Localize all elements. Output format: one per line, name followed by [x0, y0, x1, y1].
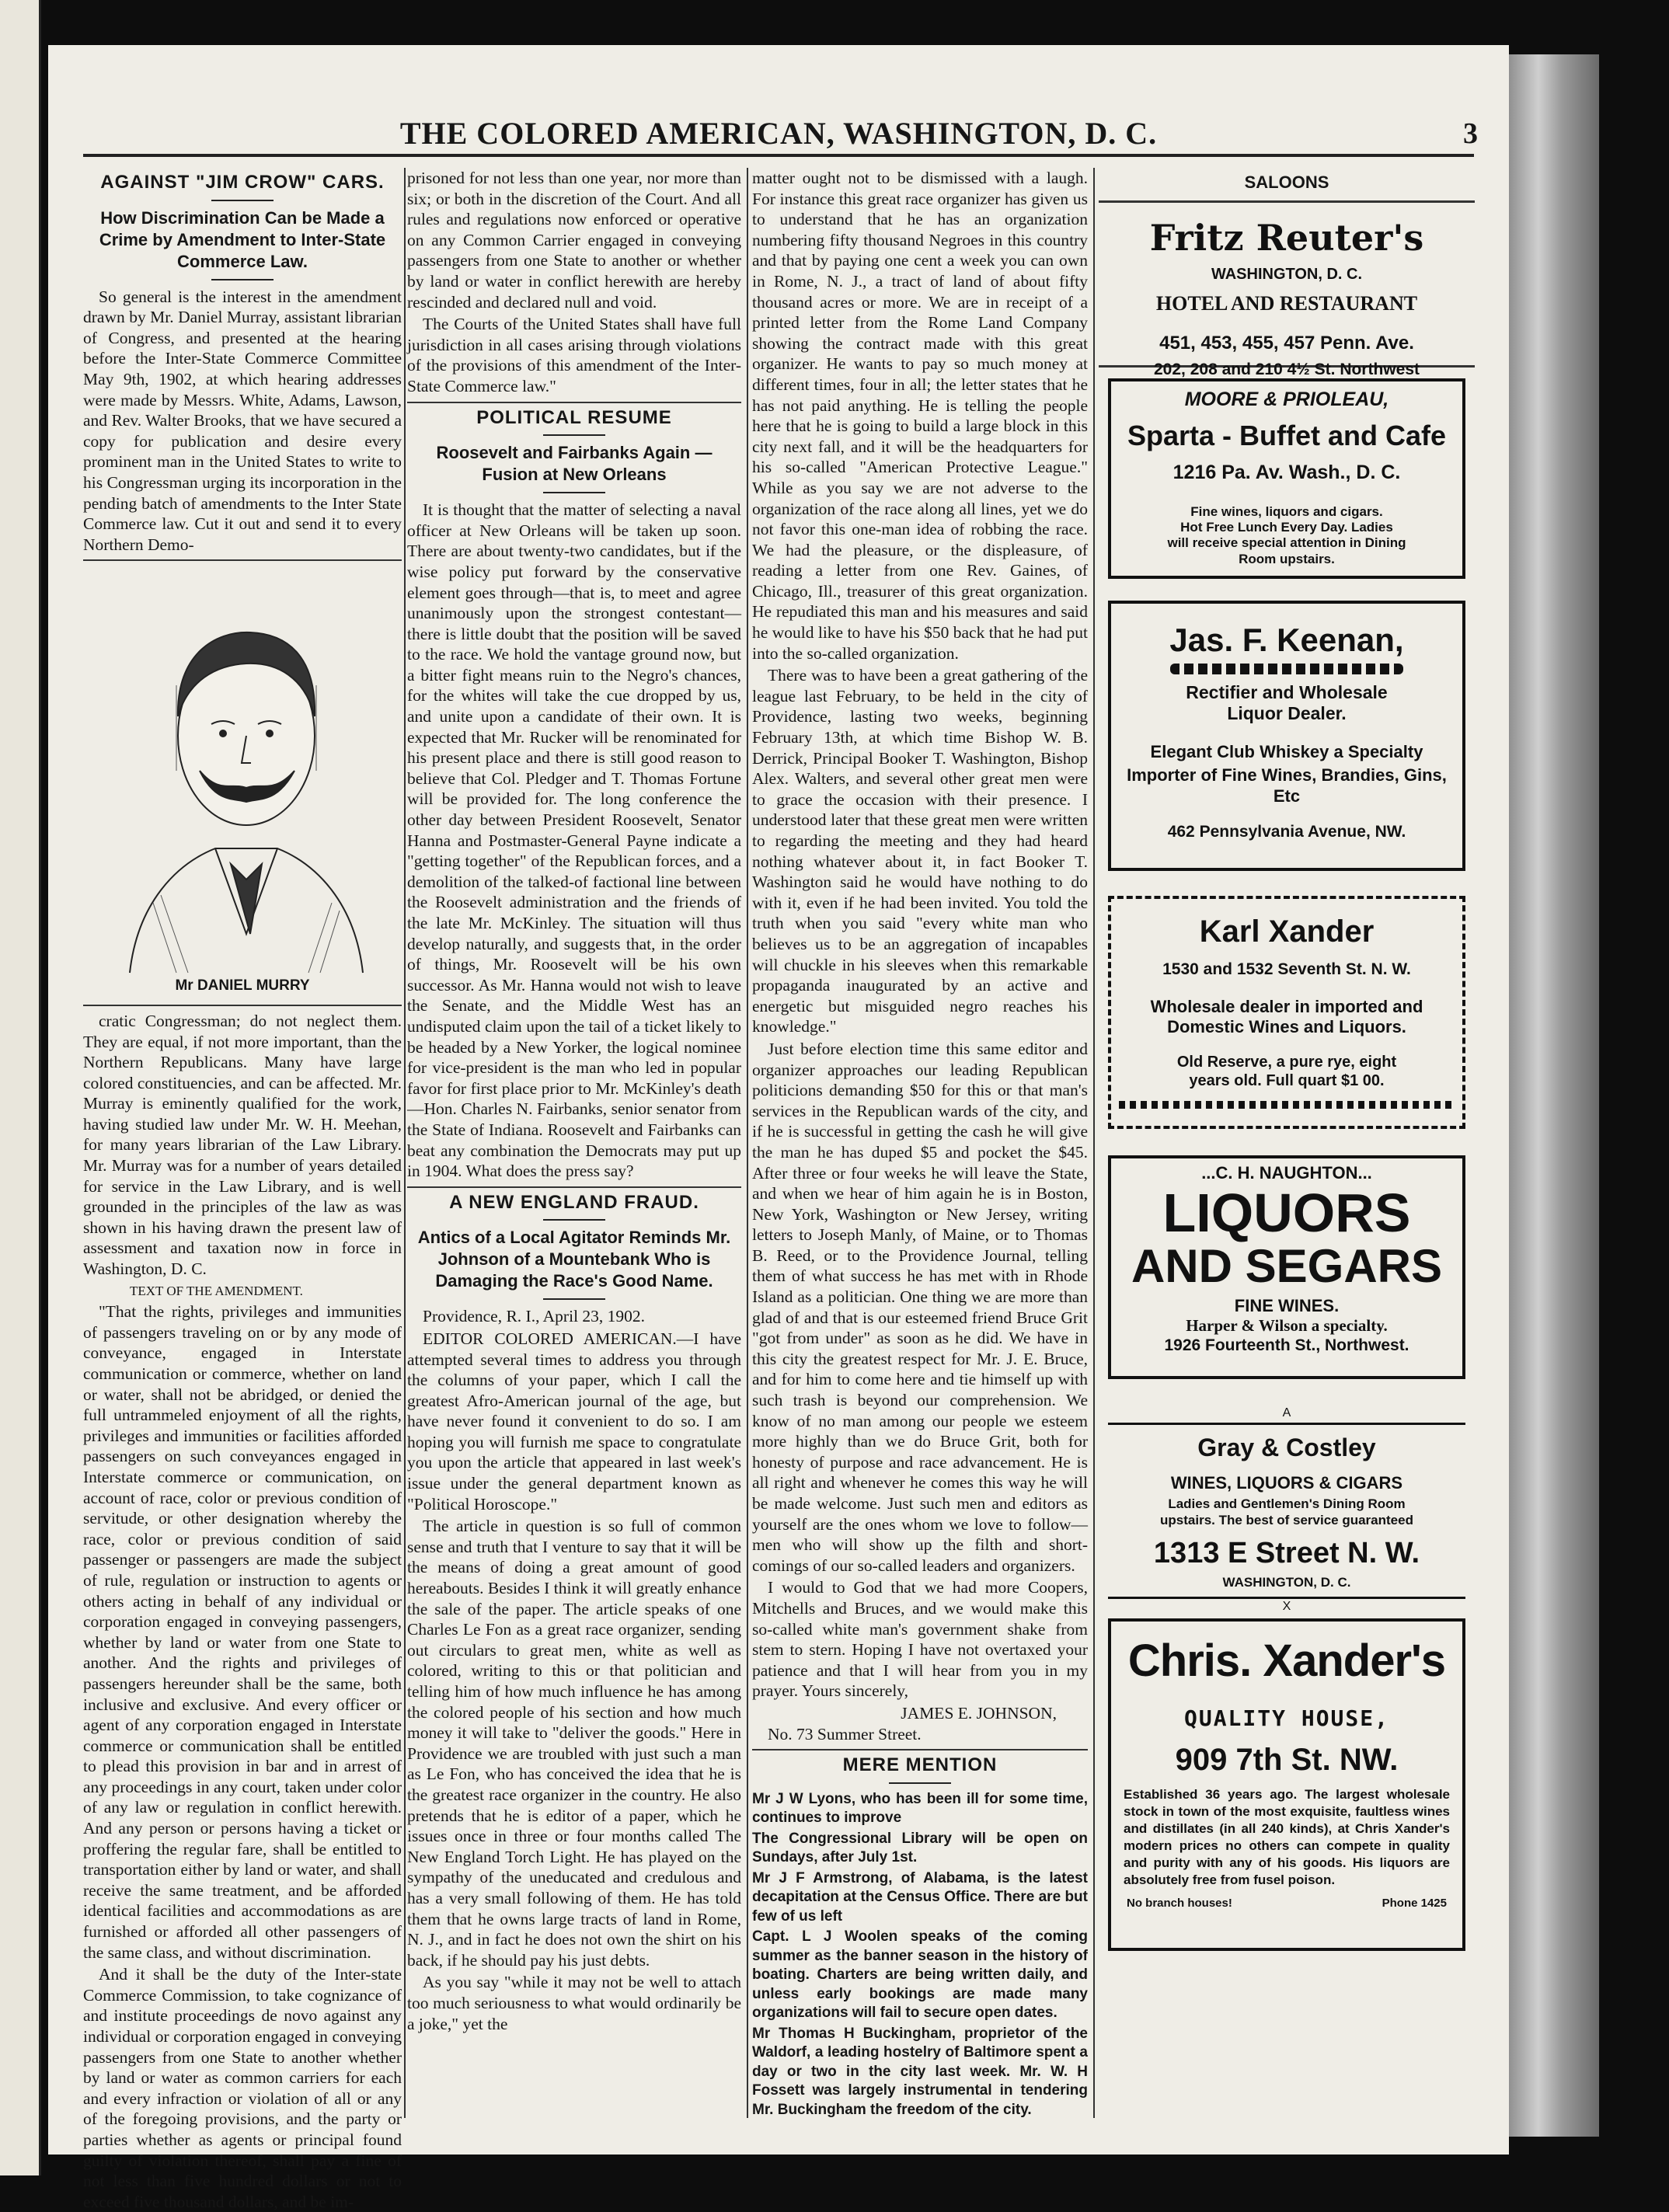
- ad-text: MOORE & PRIOLEAU,: [1184, 388, 1389, 411]
- ad-ch-naughton: [1108, 1155, 1465, 1379]
- ad-text: Elegant Club Whiskey a Specialty: [1150, 741, 1423, 761]
- ad-title: Gray & Costley: [1197, 1433, 1376, 1461]
- list-item: Mr Thomas H Buckingham, proprietor of the Waldorf, a leading hostelry of Baltimore spent a day or two in the city last week. Mr. W. H Fossett was largely instrumental in tendering Mr. Buckingham the freedom of the city.: [752, 2025, 1088, 2118]
- section-label: TEXT OF THE AMENDMENT.: [130, 1283, 303, 1298]
- ad-gray-costley: [1099, 1406, 1475, 1614]
- ad-address: 1313 E Street N. W.: [1153, 1537, 1420, 1570]
- article-paragraph: There was to have been a great gathering of the league last February, to be held in the city of Providence, lasting two weeks, beginning February 13th, at which time Bishop W. B. Derrick, Principal Booker T. Washington, Bishop Alex. Walters, and several other great men were to grace the occasion with their presence. I understood later that these great men were written to regarding the meeting and they had heard nothing whatever about it, in fact Booker T. Washington said he would have nothing to do with it, even if he had been invited. You told the truth when you said "every white man who believes us to be an aggregation of incapables will chuckle in his sleeves when this remarkable propaganda inaugurated by an active and energetic but misguided negro reaches his knowledge.": [752, 666, 1088, 1036]
- ad-fritz-reuter: [1099, 211, 1475, 378]
- ad-text: Liquor Dealer.: [1227, 703, 1347, 724]
- article-paragraph: I would to God that we had more Coopers, Mitchells and Bruces, and we would make this so-called white man's government shake from stem to stern. Hoping I have not overtaxed your patience and that I will hear from you in my prayer. Yours sincerely,: [752, 1578, 1088, 1701]
- column-2: [407, 168, 741, 2126]
- ad-title: Jas. F. Keenan,: [1169, 622, 1404, 659]
- ad-address: 462 Pennsylvania Avenue, NW.: [1167, 823, 1406, 841]
- list-item: The Congressional Library will be open on Sundays, after July 1st.: [752, 1830, 1088, 1866]
- ad-moore-prioleau: [1108, 378, 1465, 579]
- ad-text: upstairs. The best of service guaranteed: [1160, 1512, 1413, 1527]
- divider: [211, 279, 274, 280]
- article-heading: POLITICAL RESUME: [476, 406, 672, 428]
- article-paragraph: And it shall be the duty of the Inter-state Commerce Commission, to take cognizance of and institute proceedings de novo against any individual or corporation engaged in conveying passengers from one State to another whether by land or water as common carriers for each and every infraction or violation of all or any of the foregoing provisions, and the party or parties whether as agents or principal found guilty of violation thereof, shall pay a fine of not less than five hundred dollars or not to exceed five thousand dollars, and be im-: [83, 1965, 402, 2211]
- ad-text: Hot Free Lunch Every Day. Ladies: [1180, 519, 1393, 535]
- ad-text: Fine wines, liquors and cigars.: [1190, 503, 1383, 519]
- divider: [889, 1782, 951, 1784]
- ad-text: Importer of Fine Wines, Brandies, Gins, Etc: [1127, 765, 1447, 806]
- page-number: 3: [1463, 117, 1478, 150]
- ad-text: HOTEL AND RESTAURANT: [1155, 291, 1418, 315]
- article-heading: AGAINST "JIM CROW" CARS.: [100, 172, 385, 193]
- article-paragraph: cratic Congressman; do not neglect them. They are equal, if not more important, than the Northern Republicans. Many have large colored constituencies, and can be affected. Mr. Murray is eminently qualified for the work, having studied law under Mr. W. H. Meehan, for many years librarian of the Law Library. Mr. Murray was for a number of years detailed for service in the Law Library, and is well grounded in the principles of the law as was shown in his having drawn the present law of assessment and taxation now in force in Washington, D. C.: [83, 1011, 402, 1279]
- article-paragraph: "That the rights, privileges and immunities of passengers traveling on or by any mode of conveyance, engaged in Interstate communication or commerce, whether on land or water, shall not be abridged, or denied the full untrammeled enjoyment of all the rights, privileges and immunities or facilities afforded passengers on such conveyances engaged in Interstate commerce or communication, on account of race, color or previous condition of servitude, or other designation whereby the race, color or previous condition of said passenger or passengers are made the subject of rule, regulation or instruction to agents or others acting in behalf of any individual or corporation engaged in conveying passengers, whether by land or water from one State to another. And the rights and privileges of passengers hereunder shall be the same, both inclusive and exclusive. And every officer or agent of any corporation engaged in Interstate commerce or communication shall be entitled to plead this provision in bar and in arrest of any proceedings in any court, taken under color of any law or regulation in conflict herewith. And any person or persons having a ticket or proffering the regular fare, shall be entitled to transportation either by land or water, and shall receive the same treatment, and be afforded identical facilities and accommodations as are furnished or afforded all other passengers of the same class, and without discrimination.: [83, 1302, 402, 1962]
- divider: [83, 559, 402, 561]
- ad-text: Domestic Wines and Liquors.: [1167, 1016, 1406, 1036]
- divider: [83, 1005, 402, 1006]
- decorative-border: [1119, 1101, 1455, 1109]
- ad-karl-xander: [1108, 896, 1465, 1129]
- ad-text: Room upstairs.: [1239, 551, 1335, 566]
- ad-text: will receive special attention in Dining: [1167, 535, 1406, 551]
- ad-footer: [1127, 1897, 1447, 1911]
- ad-title: Fritz Reuter's: [1149, 217, 1424, 260]
- article-paragraph: prisoned for not less than one year, nor more than six; or both in the discretion of the Court. And all rules and regulations now enforced or operative on any Common Carrier engaged in conveying passengers from one State to another or whether by land or water in conflict herewith are hereby rescinded and declared null and void.: [407, 169, 741, 312]
- divider: [407, 1186, 741, 1188]
- article-subheading: Roosevelt and Fairbanks Again — Fusion at New Orleans: [436, 443, 713, 485]
- ad-text: ...C. H. NAUGHTON...: [1201, 1163, 1372, 1183]
- ad-mark: A: [1282, 1406, 1291, 1420]
- divider: [543, 1298, 605, 1300]
- ad-title: AND SEGARS: [1131, 1239, 1443, 1292]
- ad-text: Wholesale dealer in imported and: [1150, 996, 1423, 1016]
- ad-text: Harper & Wilson a specialty.: [1186, 1316, 1388, 1336]
- ad-address: 202, 208 and 210 4½ St. Northwest: [1154, 360, 1420, 378]
- advertisements-column: [1099, 168, 1475, 2141]
- column-rule: [1093, 168, 1095, 2118]
- column-3: [752, 168, 1088, 2126]
- signature-address: No. 73 Summer Street.: [768, 1724, 922, 1743]
- article-heading: A NEW ENGLAND FRAUD.: [449, 1191, 699, 1213]
- column-rule: [404, 168, 406, 2118]
- decorative-flourish: [1170, 664, 1403, 674]
- divider: [543, 492, 605, 493]
- ad-text: WASHINGTON, D. C.: [1211, 265, 1363, 283]
- ad-text: QUALITY HOUSE,: [1183, 1705, 1389, 1731]
- ad-text: Established 36 years ago. The largest wholesale stock in town of the most exquisite, faultless wines and distillates (in all 240 kinds), at Chris Xander's modern prices no others can compete in quality and purity with any of his goods. His liquors are absolutely free from fusel poison.: [1124, 1786, 1450, 1887]
- ad-address: 1530 and 1532 Seventh St. N. W.: [1162, 960, 1411, 979]
- column-1: [83, 168, 402, 2211]
- list-item: Capt. L J Woolen speaks of the coming summer as the banner season in the history of boating. Charters are being written daily, and unless early bookings are made many organizations will fail to secure open dates.: [752, 1928, 1088, 2022]
- article-paragraph: As you say "while it may not be well to attach too much seriousness to what would ordinarily be a joke," yet the: [407, 1973, 741, 2033]
- article-paragraph: So general is the interest in the amendment drawn by Mr. Daniel Murray, assistant librarian of Congress, and presented at the hearing before the Inter-State Commerce Committee May 9th, 1902, at which hearing addresses were made by Messrs. White, Adams, Lawson, and Rev. Walter Brooks, that we have secured a copy for publication and desire every prominent man in the United States to write to his Congressman urging its incorporation in the pending batch of amendments to the Inter State Commerce law. Cut it out and send it to every Northern Demo-: [83, 287, 402, 554]
- dateline: Providence, R. I., April 23, 1902.: [423, 1307, 646, 1326]
- ad-text: years old. Full quart $1 00.: [1189, 1072, 1385, 1090]
- ad-chris-xander: [1108, 1618, 1465, 1951]
- list-item: Mr J W Lyons, who has been ill for some time, continues to improve: [752, 1790, 1088, 1827]
- article-paragraph: Just before election time this same editor and organizer approaches our leading Republican politicions demanding $50 for this or that man's services in the Republican wards of the city, and if he is successful in getting the cash he will give the man he has duped $5 and pocket the $45. After three or four weeks he will leave the State, and when we hear of him again he is in Boston, New York, Washington or New Jersey, writing letters to Joseph Manly, of Maine, or to Thomas B. Reed, or to the Providence Journal, telling them of what success he has met with in Rhode Island as a politician. One thing we are more than glad of and that is our esteemed friend Bruce Grit "got from under" as soon as he did. We have in this city the greatest respect for Mr. J. E. Bruce, and for him to come here and tie himself up with such trash is beyond our comprehension. We know of no man among our people we esteem more highly than we do Bruce Grit, both for honesty of purpose and race advancement. He is all right and whenever he comes this way he will be made welcome. Just such men and editors as yourself are the ones whom we love to follow—men who will show up the filth and short-comings of our so-called leaders and organizers.: [752, 1039, 1088, 1575]
- masthead-rule: [83, 154, 1474, 157]
- article-subheading: Antics of a Local Agitator Reminds Mr. Johnson of a Mountebank Who is Damaging the Race's Good Name.: [417, 1228, 731, 1291]
- book-spine: [1506, 54, 1599, 2137]
- column-rule: [747, 168, 748, 2118]
- divider: [407, 402, 741, 403]
- ad-text: No branch houses!: [1127, 1896, 1232, 1910]
- ad-mark: X: [1282, 1600, 1291, 1614]
- article-paragraph: matter ought not to be dismissed with a laugh. For instance this great race organizer has given us to understand that he has an organization numbering fifty thousand Negroes in this country and that by paying one cent a week you can own in Rome, N. J., a tract of land of about fifty thousand acres or more. We are in receipt of a printed letter from the Rome Land Company showing the contract made with this great organizer. He wants to pay so much money at different times, four in all; the letter states that he has not paid anything. He is telling the people here that he is going to build a large block in this city next fall, and it will be the headquarters for his so-called "American Protective League." While as you say we are not adverse to the organization of the race along all lines, yet we do not favor this one-man idea of robbing the race. We had the pleasure, or the displeasure, of reading a letter from one Rev. Gaines, of Chicago, Ill., treasurer of this great organization. He repudiated this man and his measures and said he would like to have his $50 back that he had put into the so-called organization.: [752, 169, 1088, 663]
- ad-text: Old Reserve, a pure rye, eight: [1176, 1054, 1397, 1071]
- article-heading: MERE MENTION: [842, 1754, 998, 1776]
- article-paragraph: It is thought that the matter of selecting a naval officer at New Orleans will be taken up soon. There are about twenty-two candidates, but if the wise policy put forward by the conservative element goes through—that is, to meet and agree unanimously upon the strongest contestant—there is little doubt that the position will be saved to the race. We hold the vantage ground now, but a bitter fight means ruin to the Negro's chances, for the whites will take the cue dropped by us, and unite upon a candidate of their own. It is expected that Mr. Rucker will be renominated for his present place and there is still good reason to believe that Col. Pledger and T. Thomas Fortune will be provided for. The long conference the other day between President Roosevelt, Senator Hanna and Postmaster-General Payne indicate a "getting together" of the Republican forces, and a demolition of the talked-of factional line between the Roosevelt administration and the friends of the late Mr. McKinley. The situation will thus develop naturally, and suggests that, in the order of things, Mr. Roosevelt will be his own successor. As Mr. Hanna would not wish to leave the Senate, and the Middle West has an undisputed claim upon the tail of a ticket likely to be headed by a New Yorker, the logical nominee for vice-president is the man who led in popular favor for first place prior to Mr. McKinley's death—Hon. Charles N. Fairbanks, senior senator from the State of Indiana. Roosevelt and Fairbanks can beat any combination the Democrats may put up in 1904. What does the press say?: [407, 500, 741, 1181]
- portrait-caption: Mr DANIEL MURRY: [175, 977, 310, 995]
- divider: [211, 200, 274, 201]
- ad-title: Chris. Xander's: [1127, 1635, 1446, 1687]
- ad-phone: Phone 1425: [1382, 1896, 1447, 1910]
- ad-title: LIQUORS: [1162, 1182, 1411, 1243]
- divider: [543, 1219, 605, 1221]
- divider: [752, 1749, 1088, 1750]
- list-item: Mr J F Armstrong, of Alabama, is the latest decapitation at the Census Office. There are but few of us left: [752, 1869, 1088, 1925]
- ad-text: WASHINGTON, D. C.: [1222, 1574, 1351, 1590]
- ad-jas-keenan: [1108, 601, 1465, 871]
- ad-title: Sparta - Buffet and Cafe: [1127, 420, 1447, 452]
- article-paragraph: The article in question is so full of common sense and truth that I venture to say that it will be the means of doing a great amount of good hereabouts. Besides I think it will greatly enhance the sale of the paper. The article speaks of one Charles Le Fon as a great race organizer, sending out circulars to great men, white as well as colored, writing to this or that politician and telling him of how much influence he has among the colored people of his section and how much money it will take to "deliver the goods." Here in Providence we are troubled with just such a man as Le Fon, who has conceived the idea that he is the greatest race organizer in the country. He also pretends that he is editor of a paper, which he issues once in three or four months called The New England Torch Light. He has played on the sympathy of the uneducated and credulous and has a very small following of them. He has told them that he owns large tracts of land in Rome, N. J., and in fact he does not own the shirt on his back, if he should pay his just debts.: [407, 1517, 741, 1970]
- newspaper-page: [48, 45, 1509, 2211]
- article-paragraph: The Courts of the United States shall have full jurisdiction in all cases arising through violations of the provisions of this amendment of the Inter-State Commerce law.": [407, 315, 741, 395]
- portrait-illustration: [83, 569, 409, 973]
- divider: [543, 434, 605, 436]
- ad-address: 1926 Fourteenth St., Northwest.: [1164, 1336, 1409, 1355]
- ad-title: Karl Xander: [1199, 914, 1375, 949]
- ad-address: 1216 Pa. Av. Wash., D. C.: [1172, 461, 1401, 483]
- ad-text: Rectifier and Wholesale: [1186, 681, 1388, 702]
- mere-mention-list: [752, 1790, 1088, 2120]
- section-header: SALOONS: [1244, 172, 1329, 192]
- divider: [1099, 200, 1475, 203]
- article-paragraph: EDITOR COLORED AMERICAN.—I have attempted several times to address you through the columns of your paper, which I call the greatest Afro-American journal of the age, but have never found it convenient to do so. I am hoping you will furnish me space to congratulate you upon the article that appeared in last week's issue under the general department known as "Political Horoscope.": [407, 1329, 741, 1514]
- portrait-engraving: [83, 569, 409, 973]
- adjacent-page-edge: [0, 0, 41, 2175]
- ad-address: 451, 453, 455, 457 Penn. Ave.: [1159, 332, 1414, 354]
- masthead-title: THE COLORED AMERICAN, WASHINGTON, D. C.: [399, 116, 1158, 151]
- ad-address: 909 7th St. NW.: [1175, 1742, 1399, 1777]
- ad-text: FINE WINES.: [1234, 1295, 1340, 1315]
- ad-text: Ladies and Gentlemen's Dining Room: [1168, 1496, 1406, 1512]
- article-subheading: How Discrimination Can be Made a Crime by Amendment to Inter-State Commerce Law.: [99, 207, 386, 271]
- ad-text: WINES, LIQUORS & CIGARS: [1170, 1472, 1403, 1493]
- signature-name: JAMES E. JOHNSON,: [901, 1703, 1057, 1723]
